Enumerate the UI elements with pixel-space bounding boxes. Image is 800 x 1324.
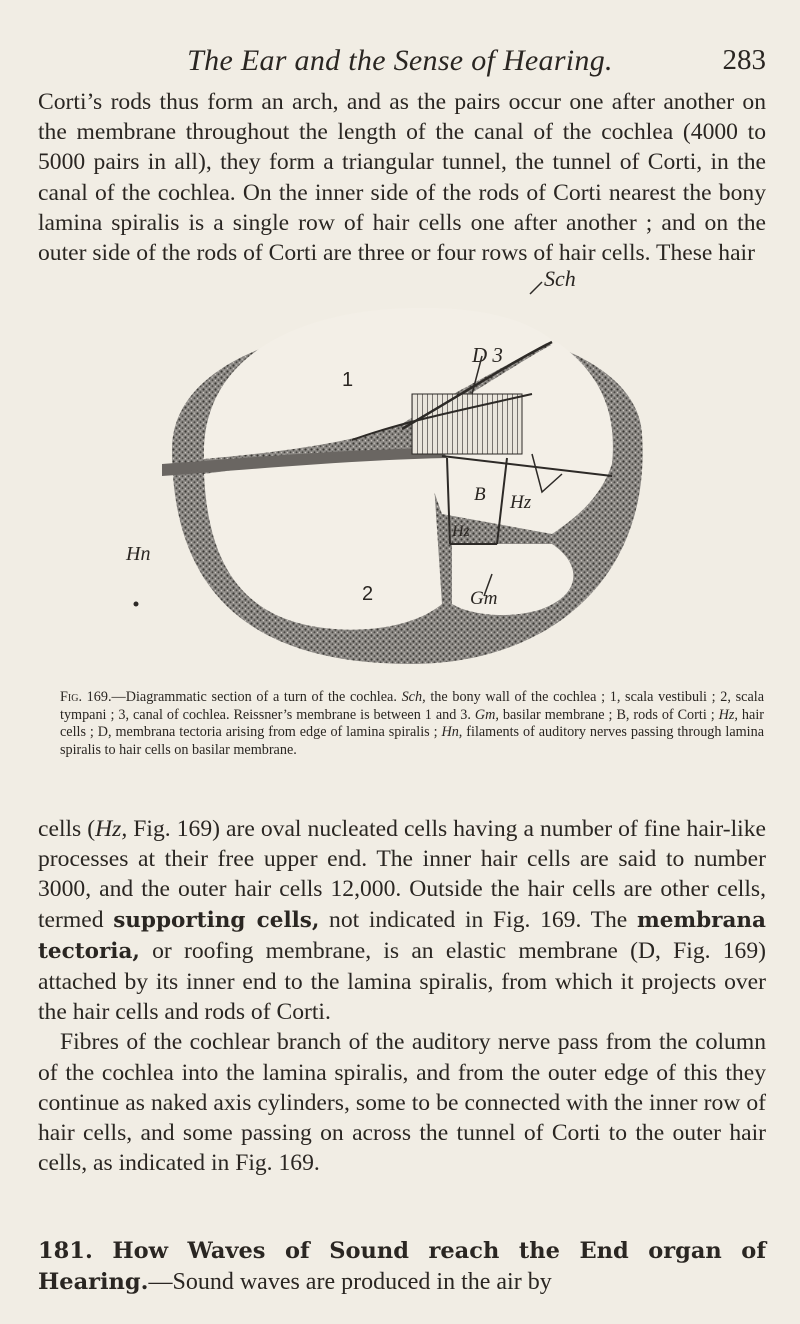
page-number: 283 (722, 44, 766, 76)
label-hn: Hn (126, 543, 151, 565)
italic-term: Hz, (95, 816, 128, 842)
bold-term: supporting cells, (113, 907, 320, 933)
label-hz-left: Hz (452, 523, 470, 540)
paragraph-text: Corti’s rods thus form an arch, and as the pairs occur one after another on the membrane throughout the length of the canal of the cochlea (4000 to 5000 pairs in all), they form a triangular tunnel, the tunnel of Corti, in the canal of the cochlea. On the inner side of the rods of Corti nearest the bony lamina spiralis is a single row of hair cells one after another ; and on the outer side of the rods of Corti are three or four rows of hair cells. These hair (38, 89, 766, 267)
text-run: not indicated in Fig. 169. The (319, 906, 637, 933)
label-sch: Sch (544, 266, 576, 291)
label-hz-right: Hz (510, 492, 532, 513)
caption-term: Hz, (718, 706, 738, 723)
text-run: or roofing membrane, is an elastic membrane (D, Fig. 169) attached by its inner end to the lamina spiralis, from which it projects over the hair cells and rods of Corti. (38, 937, 766, 1026)
paragraph-hair-cells (38, 814, 766, 1027)
running-title: The Ear and the Sense of Hearing. (187, 44, 613, 77)
hair-cells (412, 394, 522, 454)
caption-term: Hn, (441, 724, 463, 741)
section-heading: 181. How Waves of Sound reach the End organ of Hearing. (38, 1238, 766, 1295)
label-1: 1 (342, 369, 354, 391)
section-text: —Sound waves are produced in the air by (148, 1269, 552, 1295)
figure-number: Fig. 169. (60, 689, 112, 705)
body-continued (38, 814, 766, 1178)
caption-text: —Diagrammatic section of a turn of the cochlea. (111, 689, 402, 705)
text-run: cells ( (38, 816, 96, 842)
caption-text: hair cells ; D, membrana tectoria arising from edge of lamina spiralis ; (60, 706, 764, 741)
text-run: Fig. 169) are oval nucleated cells having a number of fine hair-like processes at their free upper end. The inner hair cells are said to number 3000, and the outer hair cells 12,000. Outside the hair cells are other cells, termed (38, 816, 766, 933)
paragraph-corti-rods (38, 87, 766, 268)
caption-text: basilar membrane ; B, rods of Corti ; (498, 706, 719, 723)
paragraph-nerve-fibres: Fibres of the cochlear branch of the auditory nerve pass from the column of the cochlea into the lamina spiralis, and from the outer edge of this they continue as naked axis cylinders, some to be connected with the inner row of hair cells, and some passing on across the tunnel of Corti to the outer hair cells, as indicated in Fig. 169. (38, 1029, 766, 1177)
caption-text: filaments of auditory nerves passing through lamina spiralis to hair cells on basilar membrane. (60, 724, 764, 758)
caption-term: Sch, (401, 689, 426, 705)
bold-term: membrana tectoria, (38, 907, 766, 964)
label-gm: Gm (470, 588, 498, 609)
label-b: B (474, 484, 486, 505)
label-d3: D 3 (472, 343, 503, 367)
section-181 (38, 1236, 766, 1298)
label-2: 2 (362, 583, 374, 605)
caption-term: Gm, (474, 706, 499, 723)
caption-text: the bony wall of the cochlea ; 1, scala vestibuli ; 2, scala tympani ; 3, canal of cochlea. Reissner’s membrane is between 1 and 3. (60, 689, 764, 723)
figure-caption (60, 689, 764, 759)
cochlea-diagram (112, 244, 800, 684)
